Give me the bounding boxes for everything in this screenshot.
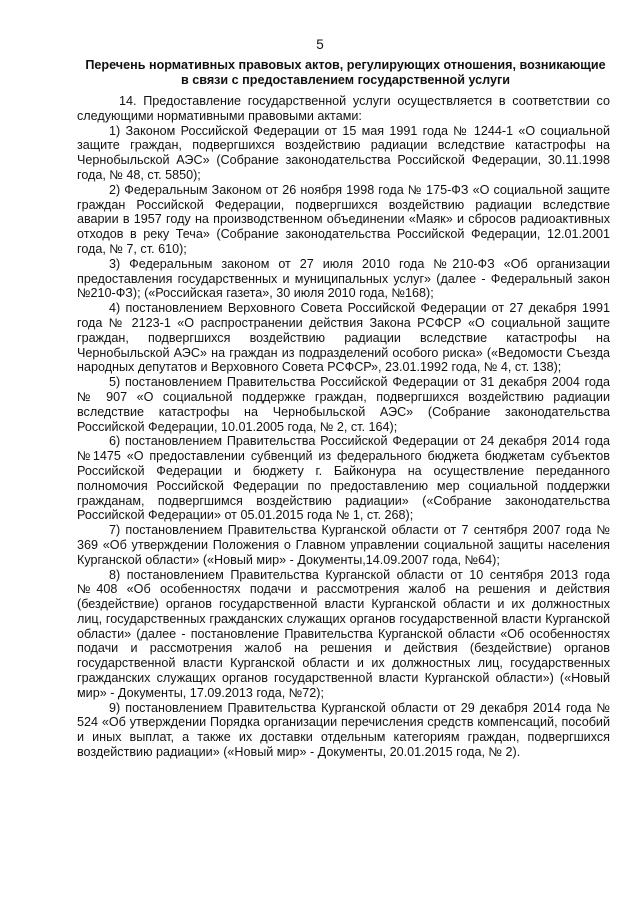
title-line-1: Перечень нормативных правовых актов, регулирующих отношения, возникающие (85, 58, 606, 72)
list-item-8: 8) постановлением Правительства Курганской области от 10 сентября 2013 года №408 «Об особенностях подачи и рассмотрения жалоб на решения и действия (бездействие) органов государственной власти Курганской области и их должностных лиц, государственных гражданских служащих органов государственной власти Курганской области» (далее - постановление Правительства Курганской области «Об особенностях подачи и рассмотрения жалоб на решения и действия (бездействие) органов государственной власти Курганской области и их должностных лиц, государственных гражданских служащих органов государственной власти Курганской области») («Новый мир» - Документы, 17.09.2013 года, №72); (77, 567, 610, 700)
document-body (77, 94, 610, 760)
list-item-7: 7) постановлением Правительства Курганской области от 7 сентября 2007 года № 369 «Об утверждении Положения о Главном управлении социальной защиты населения Курганской области» («Новый мир» - Документы,14.09.2007 года, №64); (77, 523, 610, 567)
list-item-2: 2) Федеральным Законом от 26 ноября 1998 года № 175-ФЗ «О социальной защите граждан Российской Федерации, подвергшихся воздействию радиации вследствие аварии в 1957 году на производственном объединении «Маяк» и сбросов радиоактивных отходов в реку Теча» (Собрание законодательства Российской Федерации, 12.01.2001 года, № 7, ст. 610); (77, 182, 610, 256)
list-item-6: 6) постановлением Правительства Российской Федерации от 24 декабря 2014 года №1475 «О предоставлении субвенций из федерального бюджета бюджетам субъектов Российской Федерации и бюджету г. Байконура на осуществление переданного полномочия Российской Федерации по предоставлению мер социальной поддержки гражданам, подвергшимся воздействию радиации» («Собрание законодательства Российской Федерации» от 05.01.2015 года № 1, ст. 268); (77, 434, 610, 523)
title-line-2: в связи с предоставлением государственной услуги (181, 72, 510, 87)
intro-paragraph: 14. Предоставление государственной услуги осуществляется в соответствии со следующими нормативными правовыми актами: (77, 94, 610, 123)
list-item-3: 3) Федеральным законом от 27 июля 2010 года №210-ФЗ «Об организации предоставления государственных и муниципальных услуг» (далее - Федеральный закон №210-ФЗ); («Российская газета», 30 июля 2010 года, №168); (77, 256, 610, 301)
page-number: 5 (316, 37, 324, 52)
list-item-4: 4) постановлением Верховного Совета Российской Федерации от 27 декабря 1991 года № 2123-1 «О распространении действия Закона РСФСР «О социальной защите граждан, подвергшихся воздействию радиации вследствие катастрофы на Чернобыльской АЭС» на граждан из подразделений особого риска» («Ведомости Съезда народных депутатов и Верховного Совета РСФСР», 23.01.1992 года, № 4, ст. 138); (77, 301, 610, 375)
list-item-1: 1) Законом Российской Федерации от 15 мая 1991 года № 1244-1 «О социальной защите граждан, подвергшихся воздействию радиации вследствие катастрофы на Чернобыльской АЭС» (Собрание законодательства Российской Федерации, 30.11.1998 года, № 48, ст. 5850); (77, 123, 610, 182)
list-item-5: 5) постановлением Правительства Российской Федерации от 31 декабря 2004 года № 907 «О социальной поддержке граждан, подвергшихся воздействию радиации вследствие катастрофы на Чернобыльской АЭС» (Собрание законодательства Российской Федерации, 10.01.2005 года, № 2, ст. 164); (77, 375, 610, 434)
page-title (78, 58, 613, 87)
list-item-9: 9) постановлением Правительства Курганской области от 29 декабря 2014 года № 524 «Об утверждении Порядка организации перечисления средств компенсаций, пособий и иных выплат, а также их доставки отдельным категориям граждан, подвергшихся воздействию радиации» («Новый мир» - Документы, 20.01.2015 года, № 2). (77, 700, 610, 760)
